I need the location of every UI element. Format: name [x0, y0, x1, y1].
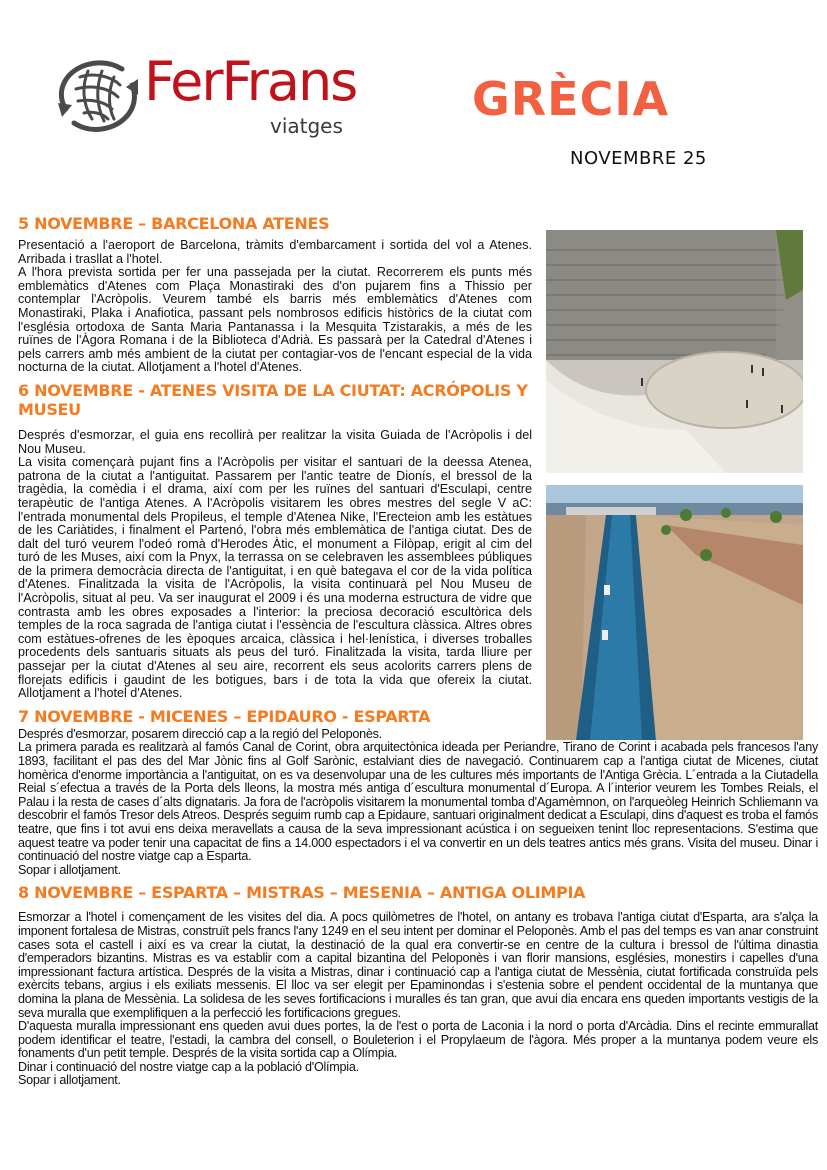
day-section-5-nov	[18, 214, 532, 375]
page-header	[0, 0, 827, 200]
day-heading: 8 NOVEMBRE – ESPARTA – MISTRAS – MESENIA – ANTIGA OLIMPIA	[18, 883, 586, 903]
day-paragraph: Després d'esmorzar, posarem direcció cap a la regió del Peloponès.	[18, 726, 382, 741]
brand-subtitle: viatges	[270, 114, 343, 138]
day-paragraph: La primera parada es realitzarà al famós Canal de Corint, obra arquitectònica ideada per Periandre, Tirano de Corint i acabada pels francesos l'any 1893, facilitant el pas des del Mar Jònic fins al Golf Sarònic, estalviant dies de navegació. Continuarem cap a l'antiga ciutat de Micenes, ciutat homèrica d'enorme importància a l'antiguitat, on es va desenvolupar una de les cultures més importants de l'Antiga Grècia. L´entrada a la Ciutadella Reial s´efectua a través de la Porta dels lleons, la mostra més antiga d´escultura monumental d´Europa. A l´interior veurem les Tombes Reials, el Palau i la resta de cases d´alts dignataris. Ja fora de l'acròpolis visitarem la monumental tomba d'Agamèmnon, on l'arqueòleg Heinrich Schliemann va descobrir el famós Tresor dels Atreos. Després seguim rumb cap a Epidaure, santuari originalment dedicat a Esculapi, dins d'aquest es troba el famós teatre, que fins i tot avui ens deixa meravellats a causa de la seva impressionant acústica i on segueixen tenint lloc representacions. S'estima que aquest teatre va poder tenir una capacitat de fins a 14.000 espectadors i el va convertir en un dels teatres antics més grans. Visita del museu. Dinar i continuació del nostre viatge cap a Esparta.	[18, 740, 818, 864]
globe-arrows-icon	[52, 55, 142, 135]
ferfrans-logo	[52, 50, 382, 145]
day-paragraph: A l'hora prevista sortida per fer una passejada per la ciutat. Recorrerem els punts més emblemàtics d'Atenes com Plaça Monastiraki des d'on pujarem fins a Thissio per contemplar l'Acròpolis. Veurem també els barris més emblemàtics d'Atenes com Monastiraki, Plaka i Anafiotica, passant pels nombrosos edificis històrics de la ciutat com l'església ortodoxa de Santa Maria Pantanassa i la Mesquita Tzistarakis, a més de les ruïnes de l'Àgora Romana i de la Biblioteca d'Adrià. Es passarà per la Catedral d'Atenes i pels carrers amb més ambient de la ciutat per contagiar-vos de l'encant especial de la vida nocturna de la ciutat. Allotjament a l'hotel d'Atenes.	[18, 265, 532, 375]
day-paragraph: D'aquesta muralla impressionant ens queden avui dues portes, la de l'est o porta de Laconia i la nord o porta d'Arcàdia. Dins el recinte emmurallat podem identificar el teatre, l'estadi, la cambra del consell, o Bouleterion i el Propylaeum de l'àgora. Més proper a la muntanya podem veure els fonaments d'un petit temple. Després de la visita sortida cap a Olímpia.	[18, 1019, 818, 1061]
day-section-8-nov	[18, 883, 818, 1088]
day-paragraph: Dinar i continuació del nostre viatge cap a la població d'Olímpia.	[18, 1059, 359, 1074]
day-section-6-nov	[18, 381, 532, 701]
day-heading: 7 NOVEMBRE - MICENES – EPIDAURO - ESPARTA	[18, 706, 431, 726]
day-paragraph: Presentació a l'aeroport de Barcelona, tràmits d'embarcament i sortida del vol a Atenes. Arribada i trasllat a l'hotel.	[18, 238, 532, 266]
brand-name: FerFrans	[144, 50, 357, 113]
itinerary-content	[18, 214, 818, 1092]
page-title: GRÈCIA	[472, 72, 670, 126]
day-paragraph: La visita començarà pujant fins a l'Acròpolis per visitar el santuari de la deessa Atenea, patrona de la ciutat a l'antiguitat. Passarem per l'antic teatre de Dionís, el bressol de la tragèdia, la comèdia i el drama, així com per les ruïnes del santuari d'Esculapi, centre terapèutic de l'antiga Atenes. A l'Acròpolis visitarem les obres mestres del segle V aC: l'entrada monumental dels Propileus, el temple d'Atenea Nike, l'Erecteion amb les estàtues de les Cariàtides, i finalment el Partenó, l'obra més emblemàtica de l'antiga ciutat. Des de dalt del turó veurem l'odeó romà d'Herodes Àtic, el monument a Filòpap, erigit al cim del turó de les Muses, així com la Pnyx, la terrassa on se celebraven les assemblees públiques de la primera democràcia directa de l'antiguitat, i en què bategava el cor de la vida política d'Atenes. Finalitzada la visita de l'Acròpolis, la visita continuarà pel Nou Museu de l'Acròpolis, situat al peu. Va ser inaugurat el 2009 i és una moderna estructura de vidre que contrasta amb les obres exposades a l'interior: la preciosa decoració escultòrica dels temples de la roca sagrada de l'antiga ciutat i l'essència de l'escultura clàssica. Altres obres com estàtues-ofrenes de les èpoques arcaica, clàssica i hel·lenística, i diverses troballes procedents dels santuaris situats als peus del turó. Finalitzada la visita, tarda lliure per passejar per la ciutat d'Atenes al seu aire, recorrent els seus acolorits carrers plens de florejats edificis i gaudint de les botigues, bars i de tota la vida que ofereix la ciutat. Allotjament a l'hotel d'Atenes.	[18, 455, 532, 701]
day-paragraph: Sopar i allotjament.	[18, 862, 121, 877]
day-paragraph: Sopar i allotjament.	[18, 1073, 121, 1088]
day-heading: 5 NOVEMBRE – BARCELONA ATENES	[18, 214, 330, 233]
day-heading: 6 NOVEMBRE - ATENES VISITA DE LA CIUTAT: ACRÓPOLIS Y MUSEU	[18, 380, 528, 419]
page-subtitle-date: NOVEMBRE 25	[570, 148, 707, 169]
day-paragraph: Després d'esmorzar, el guia ens recollirà per realitzar la visita Guiada de l'Acròpolis i del Nou Museu.	[18, 427, 532, 456]
day-paragraph: Esmorzar a l'hotel i començament de les visites del dia. A pocs quilòmetres de l'hotel, on antany es trobava l'antiga ciutat d'Esparta, ara s'alça la imponent fortalesa de Mistras, construït pels francs l'any 1249 en el seu intent per dominar el Peloponès. Amb el pas del temps es van anar construint cases sota el castell i així es va crear la ciutat, la destinació de la qual era convertir-se en centre de la cultura i bressol de l'última dinastia d'emperadors bizantins. Mistras es va establir com a capital bizantina del Peloponès i van florir mansions, esglésies, monestirs i capelles d'una impressionant factura artística. Després de la visita a Mistras, dinar i continuació cap a l'antiga ciutat de Messènia, ciutat fortificada construïda pels exèrcits tebans, argius i els exiliats messenis. El lloc va ser elegit per Epaminondas i s'estenia sobre el pendent occidental de la muntanya que domina la plana de Messènia. La solidesa de les seves fortificacions i muralles és tan gran, que avui dia encara ens queden importants vestigis de la seva muralla que exemplifiquen a la perfecció les fortificacions gregues.	[18, 910, 818, 1020]
day-section-7-nov	[18, 707, 818, 878]
